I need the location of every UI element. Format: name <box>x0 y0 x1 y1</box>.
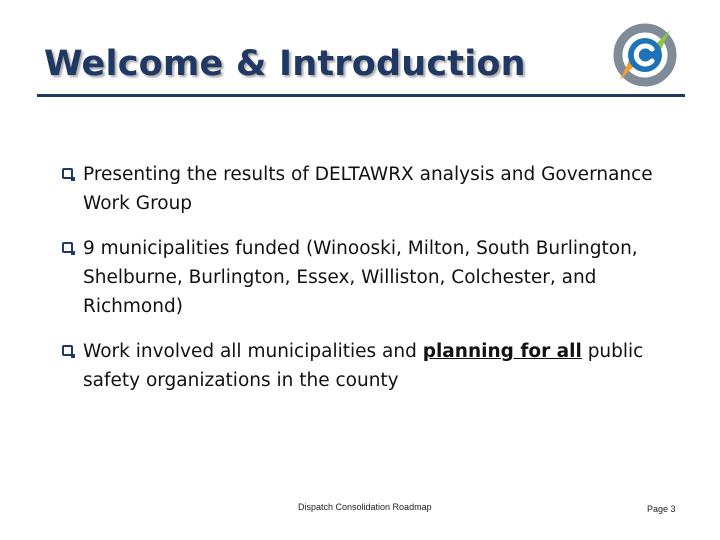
bullet-text: Presenting the results of DELTAWRX analysis and Governance Work Group <box>83 164 653 214</box>
checkbox-bullet-icon <box>62 242 73 253</box>
bullet-item <box>62 337 662 395</box>
bullet-item <box>62 234 662 321</box>
slide-title: Welcome & Introduction <box>44 44 526 84</box>
title-underline-rule <box>37 94 685 97</box>
checkbox-bullet-icon <box>62 345 73 356</box>
page-label: Page <box>647 504 669 514</box>
bullet-item <box>62 160 662 218</box>
checkbox-bullet-icon <box>62 168 73 179</box>
bullet-text-after: public safety organizations in the county <box>83 341 644 391</box>
bullet-emphasis: planning for all <box>422 341 582 362</box>
page-number <box>647 504 676 514</box>
bullet-list <box>62 160 662 411</box>
compass-c-logo-icon <box>608 18 682 92</box>
page-number-value: 3 <box>670 504 676 514</box>
bullet-text: 9 municipalities funded (Winooski, Milton, South Burlington, Shelburne, Burlington, Essex, Williston, Colchester, and Richmond) <box>83 238 638 317</box>
footer-title: Dispatch Consolidation Roadmap <box>298 502 432 512</box>
bullet-text-before: Work involved all municipalities and <box>83 341 423 362</box>
